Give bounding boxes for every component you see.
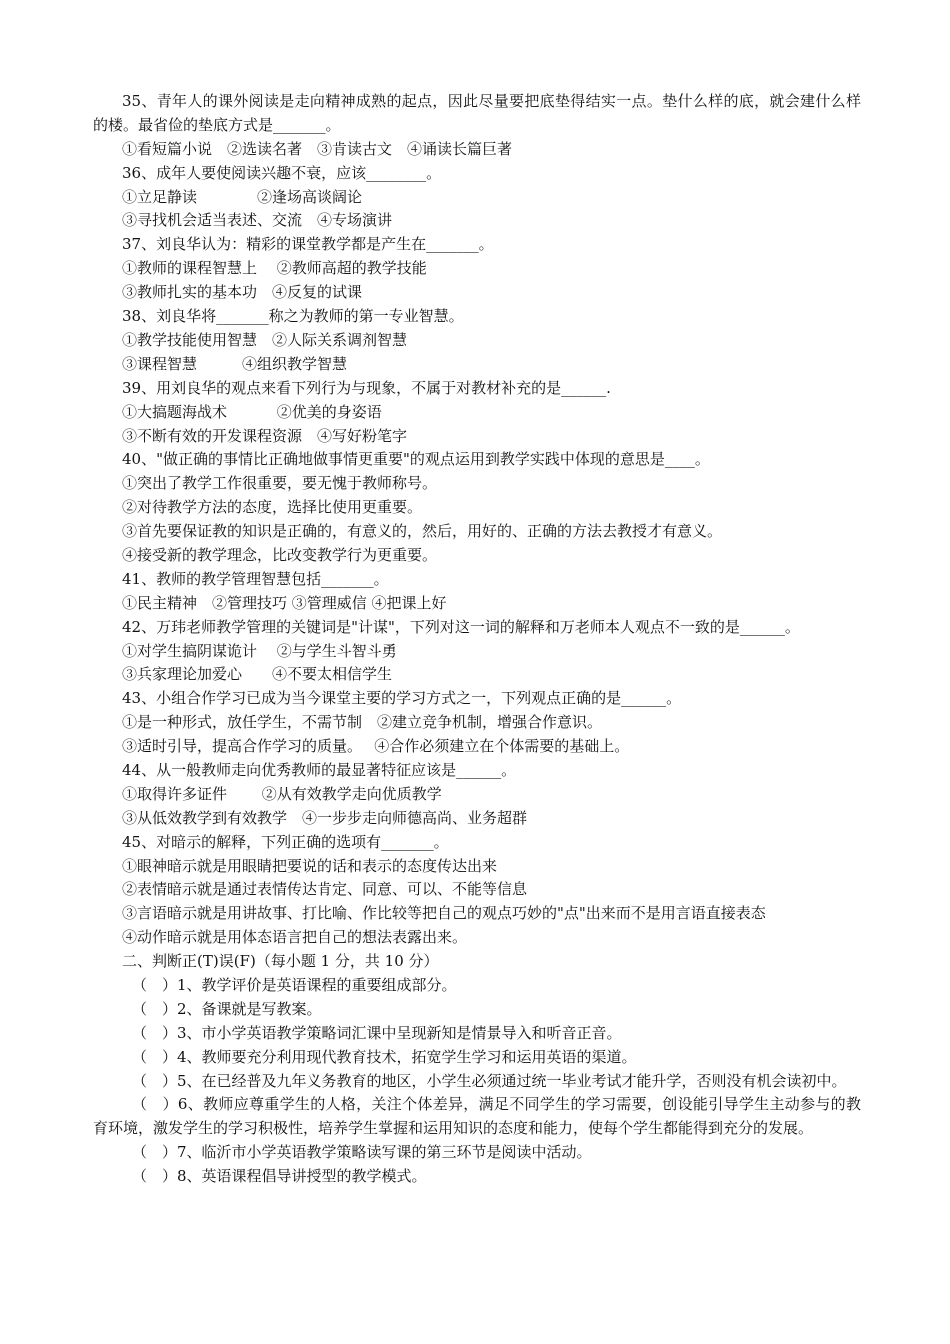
options-35: ①看短篇小说 ②选读名著 ③肯读古文 ④诵读长篇巨著	[122, 139, 513, 158]
exam-content	[93, 90, 861, 1189]
option-45-1: ①眼神暗示就是用眼睛把要说的话和表示的态度传达出来	[122, 856, 498, 875]
question-35: 35、青年人的课外阅读是走向精神成熟的起点，因此尽量要把底垫得结实一点。垫什么样的底，就会建什么样的楼。最省俭的垫底方式是_______。	[93, 92, 861, 134]
question-43: 43、小组合作学习已成为当今课堂主要的学习方式之一，下列观点正确的是______。	[122, 689, 682, 708]
judge-item-3: （ ）3、市小学英语教学策略词汇课中呈现新知是情景导入和听音正音。	[132, 1023, 622, 1042]
question-44: 44、从一般教师走向优秀教师的最显著特征应该是______。	[122, 760, 517, 779]
options-38-a: ①教学技能使用智慧 ②人际关系调剂智慧	[122, 330, 408, 349]
judge-item-6: （ ）6、教师应尊重学生的人格，关注个体差异，满足不同学生的学习需要，创设能引导学生主动参与的教育环境，激发学生的学习积极性，培养学生掌握和运用知识的态度和能力，使每个学生都能得到充分的发展。	[93, 1095, 861, 1138]
judge-item-5: （ ）5、在已经普及九年义务教育的地区，小学生必须通过统一毕业考试才能升学，否则没有机会读初中。	[132, 1071, 847, 1090]
options-39-b: ③不断有效的开发课程资源 ④写好粉笔字	[122, 426, 408, 445]
question-39: 39、用刘良华的观点来看下列行为与现象，不属于对教材补充的是______.	[122, 378, 611, 397]
question-42: 42、万玮老师教学管理的关键词是"计谋"，下列对这一词的解释和万老师本人观点不一致的是______。	[122, 617, 800, 636]
options-37-b: ③教师扎实的基本功 ④反复的试课	[122, 283, 363, 302]
section-heading-true-false: 二、判断正(T)误(F)（每小题 1 分，共 10 分）	[122, 952, 439, 971]
question-38: 38、刘良华将_______称之为教师的第一专业智慧。	[122, 307, 464, 326]
options-36-b: ③寻找机会适当表述、交流 ④专场演讲	[122, 211, 393, 230]
question-45: 45、对暗示的解释，下列正确的选项有_______。	[122, 832, 449, 851]
option-45-4: ④动作暗示就是用体态语言把自己的想法表露出来。	[122, 928, 468, 947]
options-42-b: ③兵家理论加爱心 ④不要太相信学生	[122, 665, 393, 684]
option-40-2: ②对待教学方法的态度，选择比使用更重要。	[122, 498, 423, 517]
options-37-a: ①教师的课程智慧上 ②教师高超的教学技能	[122, 259, 427, 278]
options-44-b: ③从低效教学到有效教学 ④一步步走向师德高尚、业务超群	[122, 808, 528, 827]
question-37: 37、刘良华认为：精彩的课堂教学都是产生在_______。	[122, 235, 494, 254]
options-44-a: ①取得许多证件 ②从有效教学走向优质教学	[122, 784, 442, 803]
options-42-a: ①对学生搞阴谋诡计 ②与学生斗智斗勇	[122, 641, 397, 660]
judge-item-4: （ ）4、教师要充分利用现代教育技术，拓宽学生学习和运用英语的渠道。	[132, 1047, 637, 1066]
option-40-4: ④接受新的教学理念，比改变教学行为更重要。	[122, 545, 438, 564]
options-38-b: ③课程智慧 ④组织教学智慧	[122, 354, 348, 373]
judge-item-8: （ ）8、英语课程倡导讲授型的教学模式。	[132, 1167, 427, 1186]
option-45-3: ③言语暗示就是用讲故事、打比喻、作比较等把自己的观点巧妙的"点"出来而不是用言语直接表态	[122, 904, 766, 923]
options-43-b: ③适时引导，提高合作学习的质量。 ④合作必须建立在个体需要的基础上。	[122, 737, 630, 756]
judge-item-7: （ ）7、临沂市小学英语教学策略读写课的第三环节是阅读中活动。	[132, 1143, 592, 1162]
option-40-3: ③首先要保证教的知识是正确的，有意义的，然后，用好的、正确的方法去教授才有意义。	[122, 522, 723, 541]
question-36: 36、成年人要使阅读兴趣不衰，应该________。	[122, 163, 442, 182]
options-43-a: ①是一种形式，放任学生，不需节制 ②建立竞争机制，增强合作意识。	[122, 713, 603, 732]
judge-item-1: （ ）1、教学评价是英语课程的重要组成部分。	[132, 975, 457, 994]
options-36-a: ①立足静读 ②逢场高谈阔论	[122, 187, 363, 206]
options-39-a: ①大搞题海战术 ②优美的身姿语	[122, 402, 382, 421]
options-41: ①民主精神 ②管理技巧 ③管理威信 ④把课上好	[122, 593, 447, 612]
judge-item-2: （ ）2、备课就是写教案。	[132, 999, 322, 1018]
option-45-2: ②表情暗示就是通过表情传达肯定、同意、可以、不能等信息	[122, 880, 528, 899]
question-40: 40、"做正确的事情比正确地做事情更重要"的观点运用到教学实践中体现的意思是____。	[122, 450, 710, 469]
option-40-1: ①突出了教学工作很重要，要无愧于教师称号。	[122, 474, 438, 493]
question-41: 41、教师的教学管理智慧包括_______。	[122, 569, 389, 588]
